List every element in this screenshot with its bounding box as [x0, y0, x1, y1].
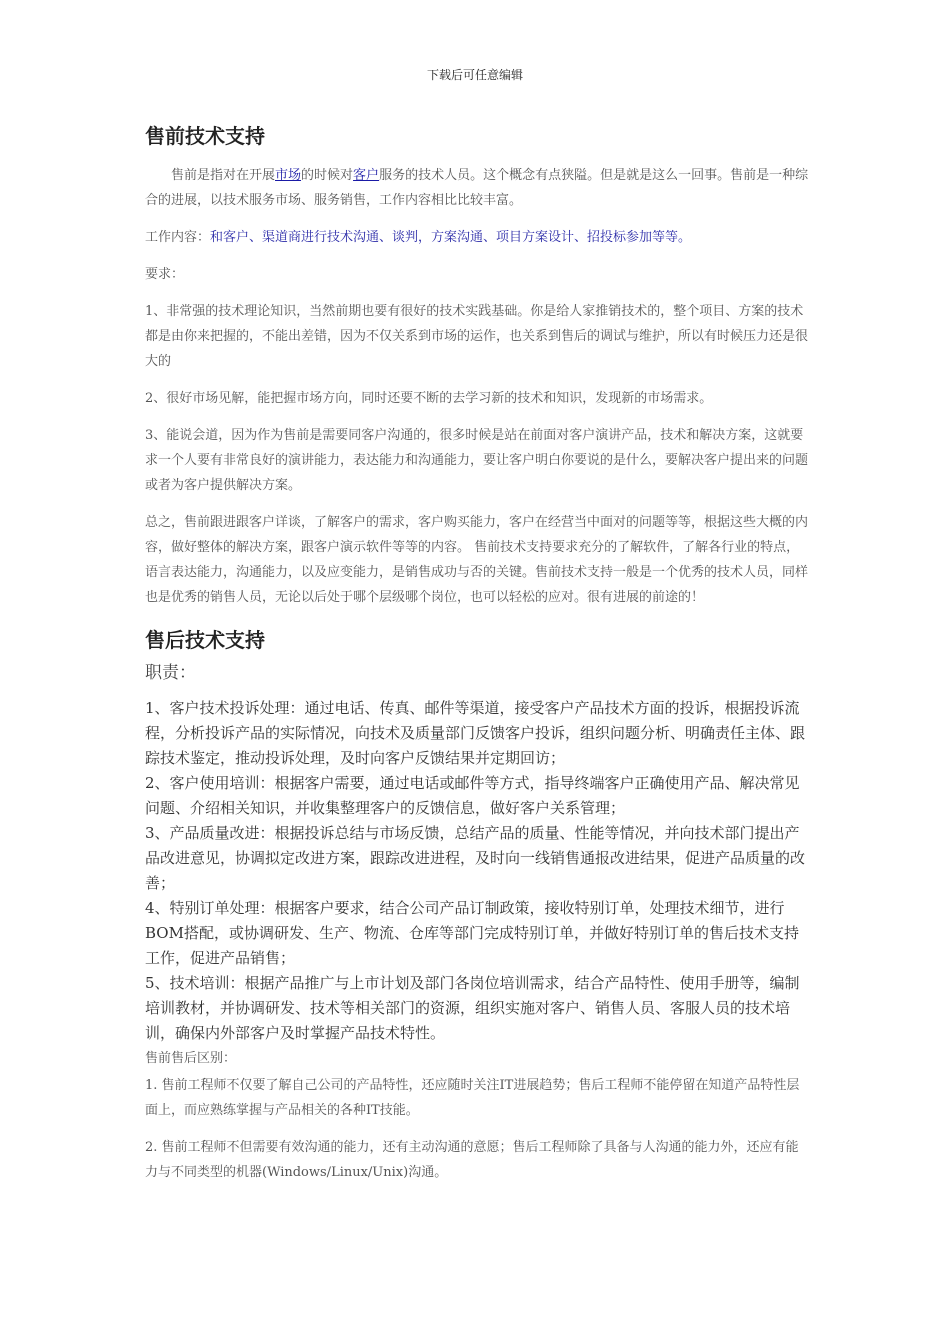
requirement-2: 2、很好市场见解，能把握市场方向，同时还要不断的去学习新的技术和知识，发现新的市场需求。: [145, 391, 713, 406]
intro-text-1: 售前是指对在开展: [171, 168, 276, 183]
intro-text-3: 服务的技术人员。这个概念有点狭隘。但是就是这么一回事。售前是一种综合的进展，以技术服务市场、服务销售，工作内容相比比较丰富。: [145, 168, 809, 208]
requirement-1: 1、非常强的技术理论知识，当然前期也要有很好的技术实践基础。你是给人家推销技术的，整个项目、方案的技术都是由你来把握的，不能出差错，因为不仅关系到市场的运作，也关系到售后的调试与维护，所以有时候压力还是很大的: [145, 304, 809, 369]
requirements-label: 要求：: [145, 267, 185, 282]
difference-2: 2. 售前工程师不但需要有效沟通的能力，还有主动沟通的意愿；售后工程师除了具备与人沟通的能力外，还应有能力与不同类型的机器(Windows/Linux/Unix)沟通。: [145, 1140, 799, 1180]
intro-text-2: 的时候对: [301, 168, 354, 183]
presales-summary: 总之，售前跟进跟客户详谈，了解客户的需求，客户购买能力，客户在经营当中面对的问题等等，根据这些大概的内容，做好整体的解决方案，跟客户演示软件等等的内容。 售前技术支持要求充分的了解软件，了解各行业的特点，语言表达能力，沟通能力，以及应变能力，是销售成功与否的关键。售前技术支持一般是一个优秀的技术人员，同样也是优秀的销售人员，无论以后处于哪个层级哪个岗位，也可以轻松的应对。很有进展的前途的！: [145, 515, 809, 605]
difference-1: 1. 售前工程师不仅要了解自己公司的产品特性，还应随时关注IT进展趋势；售后工程师不能停留在知道产品特性层面上，而应熟练掌握与产品相关的各种IT技能。: [145, 1078, 800, 1118]
customer-link[interactable]: 客户: [353, 168, 380, 183]
market-link[interactable]: 市场: [275, 168, 302, 183]
section-title-presales: 售前技术支持: [145, 124, 265, 148]
duty-item-3: 3、产品质量改进：根据投诉总结与市场反馈，总结产品的质量、性能等情况，并向技术部门提出产品改进意见，协调拟定改进方案，跟踪改进进程，及时向一线销售通报改进结果，促进产品质量的改善；: [145, 824, 806, 892]
requirement-3: 3、能说会道，因为作为售前是需要同客户沟通的，很多时候是站在前面对客户演讲产品，技术和解决方案，这就要求一个人要有非常良好的演讲能力，表达能力和沟通能力，要让客户明白你要说的是什么，要解决客户提出来的问题或者为客户提供解决方案。: [145, 428, 809, 493]
duty-item-1: 1、客户技术投诉处理：通过电话、传真、邮件等渠道，接受客户产品技术方面的投诉，根据投诉流程，分析投诉产品的实际情况，向技术及质量部门反馈客户投诉，组织问题分析、明确责任主体、跟踪技术鉴定，推动投诉处理，及时向客户反馈结果并定期回访；: [145, 699, 806, 767]
duty-item-4: 4、特别订单处理：根据客户要求，结合公司产品订制政策，接收特别订单，处理技术细节，进行BOM搭配，或协调研发、生产、物流、仓库等部门完成特别订单，并做好特别订单的售后技术支持工作，促进产品销售；: [145, 899, 799, 967]
header-note: 下载后可任意编辑: [426, 68, 523, 82]
difference-label: 售前售后区别：: [145, 1051, 237, 1066]
duty-item-5: 5、技术培训：根据产品推广与上市计划及部门各岗位培训需求，结合产品特性、使用手册等，编制培训教材，并协调研发、技术等相关部门的资源，组织实施对客户、销售人员、客服人员的技术培训，确保内外部客户及时掌握产品技术特性。: [145, 974, 800, 1042]
section-title-aftersales: 售后技术支持: [145, 628, 265, 652]
presales-intro: [145, 163, 810, 213]
work-label: 工作内容：: [145, 230, 211, 245]
work-content: [145, 225, 810, 250]
duty-item-2: 2、客户使用培训：根据客户需要，通过电话或邮件等方式，指导终端客户正确使用产品、解决常见问题、介绍相关知识，并收集整理客户的反馈信息，做好客户关系管理；: [145, 774, 800, 817]
duty-label: 职责：: [145, 663, 196, 683]
work-content-text: 和客户、渠道商进行技术沟通、谈判，方案沟通、项目方案设计、招投标参加等等。: [210, 230, 692, 245]
document-content: [145, 120, 810, 1185]
